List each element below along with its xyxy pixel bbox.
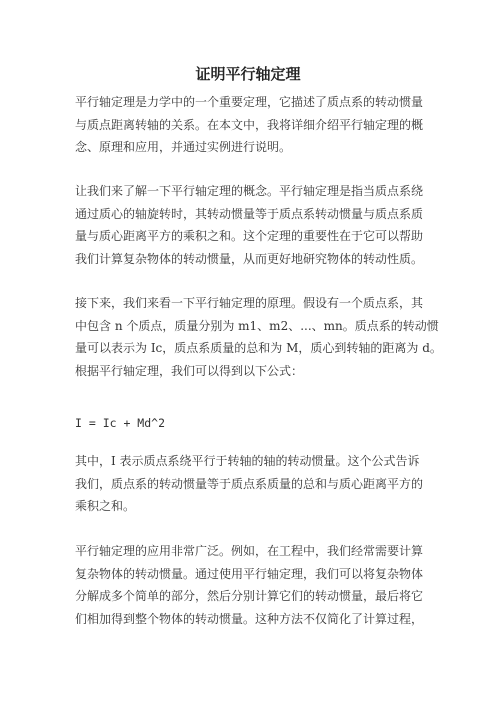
document-title: 证明平行轴定理 — [195, 65, 301, 83]
paragraph-principle — [75, 292, 442, 382]
text-line: 复杂物体的转动惯量。通过使用平行轴定理，我们可以将复杂物体 — [75, 566, 424, 581]
text-line: 我们，质点系的转动惯量等于质点系质量的总和与质心距离平方的 — [75, 476, 424, 491]
text-line: 其中，I 表示质点系绕平行于转轴的轴的转动惯量。这个公式告诉 — [75, 454, 420, 468]
text-line: 量与质心距离平方的乘积之和。这个定理的重要性在于它可以帮助 — [75, 229, 424, 243]
text-line: 根据平行轴定理，我们可以得到以下公式： — [75, 363, 304, 378]
text-line: 分解成多个简单的部分，然后分别计算它们的转动惯量，最后将它 — [75, 589, 424, 603]
text-line: 让我们来了解一下平行轴定理的概念。平行轴定理是指当质点系绕 — [75, 184, 424, 198]
paragraph-intro — [75, 91, 423, 159]
text-line: 们相加得到整个物体的转动惯量。这种方法不仅简化了计算过程， — [75, 611, 424, 626]
text-line: 接下来，我们来看一下平行轴定理的原理。假设有一个质点系，其 — [75, 296, 424, 310]
paragraph-concept — [75, 180, 423, 270]
text-line: 与质点距离转轴的关系。在本文中，我将详细介绍平行轴定理的概 — [75, 117, 424, 132]
formula: I = Ic + Md^2 — [75, 416, 166, 430]
paragraph-application — [75, 540, 423, 630]
text-line: 量可以表示为 Ic，质点系质量的总和为 M，质心到转轴的距离为 d。 — [75, 341, 442, 355]
text-line: 中包含 n 个质点，质量分别为 m1、m2、...、mn。质点系的转动惯 — [75, 318, 439, 333]
text-line: 乘积之和。 — [75, 499, 136, 513]
text-line: 通过质心的轴旋转时，其转动惯量等于质点系转动惯量与质点系质 — [75, 206, 424, 221]
paragraph-explanation — [75, 450, 423, 518]
text-line: 平行轴定理是力学中的一个重要定理，它描述了质点系的转动惯量 — [75, 95, 424, 109]
text-line: 念、原理和应用，并通过实例进行说明。 — [75, 140, 292, 154]
text-line: 平行轴定理的应用非常广泛。例如，在工程中，我们经常需要计算 — [75, 544, 424, 558]
text-line: 我们计算复杂物体的转动惯量，从而更好地研究物体的转动性质。 — [75, 251, 424, 266]
